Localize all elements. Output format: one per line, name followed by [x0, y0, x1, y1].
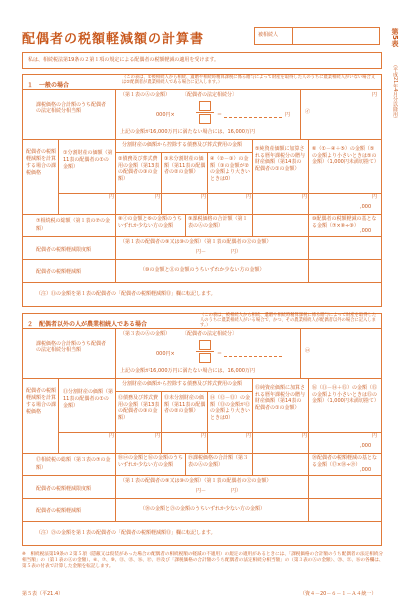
- sec1-col2c-yen: 円: [246, 194, 252, 200]
- sec1-r1-code: ㋑: [305, 109, 311, 115]
- sec1-r1-yen: 円: [285, 112, 291, 118]
- sec1-col4-label: ⑥（①－④＋⑤）の金額（⑤の金額より小さいときは⑤の金額）（1,000円未満切捨て）: [312, 146, 379, 165]
- sec1-r2-taxable-total-label: ⑨課税価格の合計額（第１表のⒶの金額）: [188, 216, 248, 229]
- sec1-r1-yen2: 円: [372, 92, 378, 98]
- footer-form-id: 第５表（平21.4）: [22, 591, 64, 597]
- sec2-r1-code: ㋺: [305, 348, 311, 354]
- sec2-col2a-yen: 円: [155, 433, 161, 439]
- section-2-heading: ２ 配偶者以外の人が農業相続人である場合: [27, 321, 148, 328]
- section-1-description: （この表は、①被相続人から相続、遺贈や相続時精算課税に係る贈与によって財産を取得した人のうちに農業相続人がいない場合又は②配偶者が農業相続人である場合に記入します。）: [122, 75, 376, 85]
- sec2-col4-label: ⑯（⑪－⑭＋⑮）の金額（⑮の金額より小さいときは⑮の金額）（1,000円未満切捨て）: [312, 385, 379, 404]
- sec1-note: （注）⑪の金額を第１表の配偶者の「配偶者の税額軽減額⑬」欄に転記します。: [36, 291, 216, 297]
- sec2-r2-taxable-total-label: ⑲課税価格の合計額（第３表のⒶの金額）: [188, 455, 249, 468]
- sec1-r1-equals: ＝: [217, 112, 223, 118]
- sec2-r1-limit-note: 上記の金額が16,000万円に満たない場合には、16,000万円: [120, 368, 255, 374]
- footnote: ※ 相続税法第19条の２第５項（隠蔽又は仮装があった場合の配偶者の相続税額の軽減の不適用）の規定の適用があるときには、「課税価格の合計額のうち配偶者の法定相続分相当額」の（第１表のⒶの金額）、⑥、⑦、⑨、⑪、⑬、⑯、⑰、⑲及び「課税価格の合計額のうち配偶者の法定相続分相当額」の（第３表のⒶの金額）、⑳、㉑、⑯の各欄は、第５表の付表で計算した金額を転記します。: [22, 552, 384, 569]
- sec2-r1-share-label: 〔配偶者の法定相続分〕: [182, 331, 238, 337]
- sec2-col2c-yen: 円: [246, 433, 252, 439]
- sec2-col2b-yen: 円: [201, 433, 207, 439]
- sec1-share-denominator[interactable]: [199, 114, 211, 124]
- sec1-col4-value: ,000: [360, 204, 372, 210]
- sec1-col3-label: ⑤純資産価額に加算される暦年課税分の贈与財産価額（第14表の配偶者の①の金額）: [255, 146, 306, 172]
- intro-statement: 私は、相続税法第19条の２第１項の規定による配偶者の税額軽減の適用を受けます。: [28, 57, 219, 63]
- sec2-r1-equals: ＝: [217, 351, 223, 357]
- sec2-col2c-label: ⑭（⑫－⑬）の金額（⑬の金額が⑫の金額より大きいときは0）: [210, 395, 251, 421]
- sec1-col4-yen: 円: [372, 194, 378, 200]
- sec2-col1-label: ⑪分割財産の価額（第11表の配偶者の①の金額）: [63, 389, 114, 409]
- sec1-col1-label: ①分割財産の価額（第11表の配偶者の①の金額）: [63, 150, 113, 170]
- sec2-statutory-share-label: 課税価格の合計額のうち配偶者の法定相続分相当額: [36, 341, 107, 353]
- sec1-limit-source: （第１表の配偶者の⑨又は⑩の金額）（第１表の配偶者の⑫の金額）: [120, 239, 272, 245]
- sec1-r1-amount[interactable]: [312, 104, 378, 122]
- sec2-r1-calc: 000円×: [156, 351, 175, 357]
- sec1-col1-yen: 円: [109, 194, 115, 200]
- sec2-col3-yen: 円: [302, 433, 308, 439]
- sec1-col2b-yen: 円: [201, 194, 207, 200]
- section-1-heading: １ 一般の場合: [27, 82, 70, 89]
- sec2-col2-header: 分割財産の価額から控除する債務及び葬式費用の金額: [122, 381, 243, 387]
- sec1-col2b-label: ③未分割財産の価額（第11表の配偶者の②の金額）: [164, 156, 206, 175]
- sec2-reduction-source: （⑳の金額と㉑の金額のうちいずれか少ない方の金額）: [140, 506, 266, 512]
- sec1-r2-lesser-label: ⑧㋑の金額と⑥の金額のうちいずれか少ない方の金額: [118, 216, 182, 229]
- sec1-limit-calc: 円－ 円）: [196, 249, 242, 255]
- sec2-col2b-label: ⑬未分割財産の価額（第11表の配偶者の②の金額）: [164, 395, 206, 414]
- sec1-col2-header: 分割財産の価額から控除する債務及び葬式費用の金額: [122, 142, 243, 148]
- decedent-name-field[interactable]: [294, 28, 378, 44]
- sec1-col3-yen: 円: [302, 194, 308, 200]
- sec1-col2a-label: ②債務及び葬式費用の金額（第13表の配偶者の③の金額）: [118, 156, 160, 182]
- sec2-total-tax-label: ⑰相続税の総額（第３表の⑦の金額）: [36, 457, 111, 471]
- sec2-share-denominator[interactable]: [199, 353, 211, 363]
- sec1-col2c-label: ④（②－③）の金額（③の金額が②の金額より大きいときは0）: [210, 156, 251, 182]
- sec1-r1-calc: 000円×: [156, 112, 175, 118]
- sec1-col2a-yen: 円: [155, 194, 161, 200]
- sec1-r2-base-value: ,000: [360, 228, 372, 234]
- sec2-col1-yen: 円: [109, 433, 115, 439]
- sec1-share-numerator[interactable]: [199, 101, 211, 111]
- sec2-share-numerator[interactable]: [199, 340, 211, 350]
- sec2-r2-lesser-label: ⑱㋺の金額と⑯の金額のうちいずれか少ない方の金額: [118, 455, 184, 468]
- sec1-statutory-share-label: 課税価格の合計額のうち配偶者の法定相続分相当額: [36, 102, 107, 114]
- sec1-r1-limit-note: 上記の金額が16,000万円に満たない場合には、16,000万円: [120, 129, 255, 135]
- sec2-limit-source: （第１表の配偶者の⑨又は⑩の金額）（第１表の配偶者の⑫の金額）: [120, 478, 272, 484]
- sec2-col4-value: ,000: [360, 443, 372, 449]
- sec2-r2-base-value: ,000: [360, 467, 372, 473]
- sec2-r1-source: （第３表のⒶの金額）: [120, 331, 171, 337]
- sec2-note: （注）㉑の金額を第１表の配偶者の「配偶者の税額軽減額⑬」欄に転記します。: [36, 530, 216, 536]
- sec2-col4-yen: 円: [372, 433, 378, 439]
- sec1-total-tax-label: ⑦相続税の総額（第１表の⑦の金額）: [36, 218, 110, 232]
- sec1-r1-source: （第１表のⒶの金額）: [120, 92, 171, 98]
- sec1-r2-base-label: ⑩配偶者の税額軽減の基となる金額（⑦×⑧÷⑨）: [312, 216, 377, 229]
- sec2-taxable-group-label: 配偶者の税額軽減額を計算する場合の課税価格: [26, 388, 57, 415]
- sec2-limit-label: 配偶者の税額軽減限度額: [36, 486, 92, 492]
- section-2-description: （この表は、被相続人から相続、遺贈や相続時精算課税に係る贈与によって財産を取得した人のうちに農業相続人がいる場合で、かつ、その農業相続人が配偶者以外の場合に記入します。）: [200, 313, 377, 328]
- form-version-date: （平成21年4月分以降用）: [392, 62, 398, 122]
- sec2-r1-amount[interactable]: [312, 343, 378, 361]
- sec2-reduction-label: 配偶者の税額軽減額: [36, 508, 82, 514]
- sec1-limit-label: 配偶者の税額軽減限度額: [36, 247, 92, 253]
- sec2-col3-label: ⑮純資産価額に加算される暦年課税分の贈与財産価額（第14表の配偶者の①の金額）: [255, 385, 306, 411]
- sec2-limit-calc: 円－ 円）: [196, 488, 242, 494]
- sec1-taxable-group-label: 配偶者の税額軽減額を計算する場合の課税価格: [26, 149, 57, 176]
- form-number: 第5表: [391, 28, 399, 47]
- sec2-col2a-label: ⑫債務及び葬式費用の金額（第13表の配偶者の③の金額）: [118, 395, 160, 421]
- footer-spec-code: （資４－20－６－１－Ａ４統一）: [300, 591, 377, 597]
- sec1-reduction-label: 配偶者の税額軽減額: [36, 269, 82, 275]
- form-title: 配偶者の税額軽減額の計算書: [22, 32, 205, 47]
- sec1-reduction-source: （⑩の金額と⑪の金額のうちいずれか少ない方の金額）: [140, 267, 265, 273]
- decedent-name-label: 被相続人: [258, 32, 279, 38]
- sec2-r2-base-label: ⑳配偶者の税額軽減の基となる金額（⑰×⑱÷⑲）: [312, 455, 378, 468]
- sec1-r1-share-label: 〔配偶者の法定相続分〕: [182, 92, 238, 98]
